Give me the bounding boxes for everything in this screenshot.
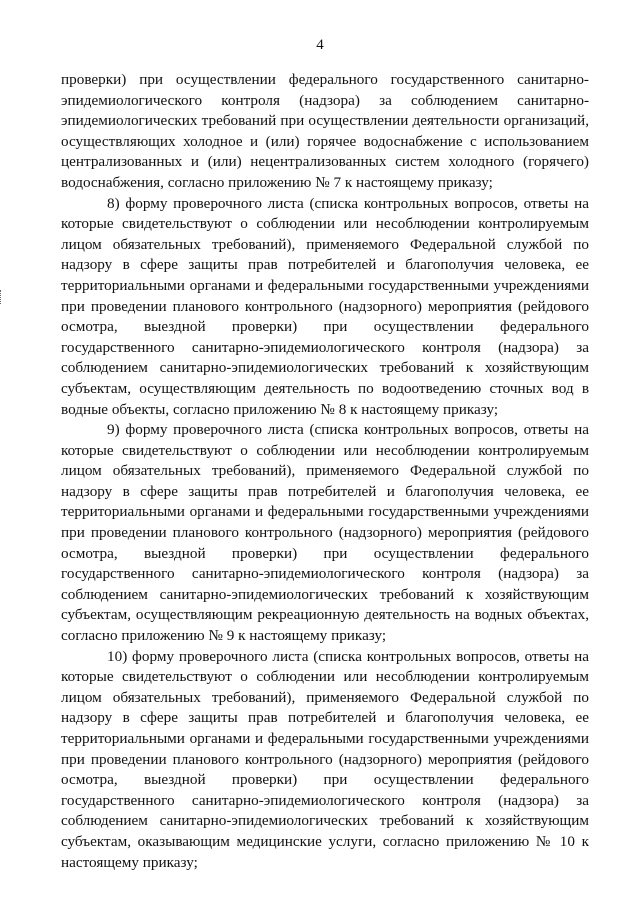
paragraph-continuation: проверки) при осуществлении федерального государственного санитарно-эпидемиологического контроля (надзора) за соблюдением санитарно-эпидемиологических требований при осуществлении деятельности организаций, осуществляющих холодное и (или) горячее водоснабжение с использованием централизованных и (или) нецентрализованных систем холодного (горячего) водоснабжения, согласно приложению № 7 к настоящему приказу;: [61, 71, 589, 191]
paragraph-item-10: 10) форму проверочного листа (списка контрольных вопросов, ответы на которые свидетельствуют о соблюдении или несоблюдении контролируемым лицом обязательных требований), применяемого Федеральной службой по надзору в сфере защиты прав потребителей и благополучия человека, ее территориальными органами и федеральными государственными учреждениями при проведении планового контрольного (надзорного) мероприятия (рейдового осмотра, выездной проверки) при осуществлении федерального государственного санитарно-эпидемиологического контроля (надзора) за соблюдением санитарно-эпидемиологических требований к хозяйствующим субъектам, оказывающим медицинские услуги, согласно приложению № 10 к настоящему приказу;: [61, 647, 589, 871]
scan-margin-mark: [0, 290, 4, 304]
paragraph-item-9: 9) форму проверочного листа (списка контрольных вопросов, ответы на которые свидетельствуют о соблюдении или несоблюдении контролируемым лицом обязательных требований), применяемого Федеральной службой по надзору в сфере защиты прав потребителей и благополучия человека, ее территориальными органами и федеральными государственными учреждениями при проведении планового контрольного (надзорного) мероприятия (рейдового осмотра, выездной проверки) при осуществлении федерального государственного санитарно-эпидемиологического контроля (надзора) за соблюдением санитарно-эпидемиологических требований к хозяйствующим субъектам, осуществляющим рекреационную деятельность на водных объектах, согласно приложению № 9 к настоящему приказу;: [61, 421, 589, 645]
paragraph-item-8: 8) форму проверочного листа (списка контрольных вопросов, ответы на которые свидетельствуют о соблюдении или несоблюдении контролируемым лицом обязательных требований), применяемого Федеральной службой по надзору в сфере защиты прав потребителей и благополучия человека, ее территориальными органами и федеральными государственными учреждениями при проведении планового контрольного (надзорного) мероприятия (рейдового осмотра, выездной проверки) при осуществлении федерального государственного санитарно-эпидемиологического контроля (надзора) за соблюдением санитарно-эпидемиологических требований к хозяйствующим субъектам, осуществляющим деятельность по водоотведению сточных вод в водные объекты, согласно приложению № 8 к настоящему приказу;: [61, 194, 589, 418]
document-body: [61, 70, 589, 873]
page-number: 4: [316, 37, 324, 53]
